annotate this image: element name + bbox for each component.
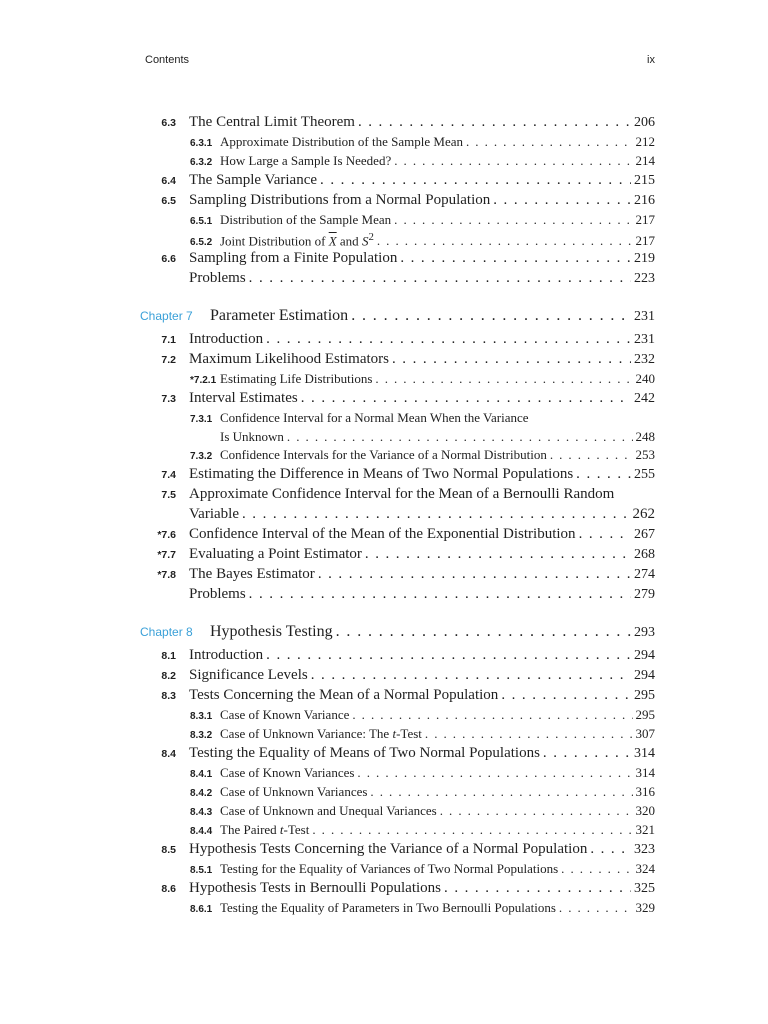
title-part: Case of Unknown Variance: The (220, 726, 393, 741)
dot-leader (287, 429, 633, 445)
section-title: Estimating the Difference in Means of Two Normal Populations (189, 466, 574, 482)
toc-page-number: 240 (635, 371, 655, 386)
dot-leader (543, 745, 631, 762)
toc-page-number: 242 (634, 391, 655, 406)
title-part: and (336, 233, 362, 249)
dot-leader (301, 390, 631, 407)
dot-leader (351, 307, 631, 325)
toc-subsection-entry[interactable] (140, 784, 655, 803)
dot-leader (501, 687, 631, 704)
toc-page-number: 232 (634, 352, 655, 367)
toc-page-number: 329 (635, 900, 655, 915)
chapter-label: Chapter 8 (140, 625, 193, 639)
toc-page-number: 255 (634, 467, 655, 482)
toc-page-number: 279 (634, 587, 655, 602)
toc-section-entry[interactable] (140, 192, 655, 212)
subsection-number-text: 8.3.1 (190, 711, 213, 722)
section-title: Hypothesis Tests Concerning the Variance of a Normal Population (189, 841, 588, 857)
dot-leader (336, 623, 631, 641)
toc-page-number: 231 (634, 309, 655, 324)
section-title: Evaluating a Point Estimator (189, 546, 362, 562)
toc-subsection-entry[interactable] (140, 212, 655, 231)
subsection-number (140, 730, 213, 741)
toc-subsection-entry[interactable] (140, 900, 655, 919)
subsection-number (140, 788, 213, 799)
subsection-title: How Large a Sample Is Needed? (220, 153, 392, 168)
subsection-number-text: 6.5.2 (190, 237, 213, 249)
toc-page-number: 314 (635, 765, 655, 780)
toc-page-number: 323 (634, 842, 655, 857)
toc-page-number: 219 (634, 251, 655, 266)
subsection-title: Distribution of the Sample Mean (220, 212, 392, 227)
toc-page-number: 314 (634, 746, 655, 761)
dot-leader (392, 351, 631, 368)
superscript: 2 (368, 231, 374, 243)
subsection-number-text: 8.4.3 (190, 807, 213, 818)
section-title: Tests Concerning the Mean of a Normal Population (189, 687, 499, 703)
subsection-number (140, 216, 213, 227)
toc-page-number: 295 (634, 688, 655, 703)
toc-problems-entry[interactable] (140, 270, 655, 290)
dot-leader (318, 566, 631, 583)
dot-leader (352, 707, 632, 723)
section-title: Introduction (189, 331, 264, 347)
section-number: *7.7 (157, 549, 176, 561)
toc-section-entry[interactable] (140, 172, 655, 192)
toc-section-entry[interactable] (140, 114, 655, 134)
chapter-label: Chapter 7 (140, 309, 193, 323)
dot-leader (377, 233, 633, 249)
subsection-number-text: *7.2.1 (190, 375, 217, 386)
dot-leader (358, 114, 631, 131)
running-head-title: Contents (145, 54, 190, 66)
section-number: 8.2 (161, 670, 176, 682)
dot-leader (493, 192, 631, 209)
subsection-title: Case of Known Variance (220, 707, 350, 722)
page-number: ix (647, 54, 655, 66)
subsection-title-continued: Is Unknown (220, 429, 284, 444)
subsection-number-text: 8.6.1 (190, 904, 213, 915)
toc-subsection-entry[interactable] (140, 410, 655, 429)
section-number: 6.6 (161, 253, 176, 265)
toc-page-number: 325 (634, 881, 655, 896)
t-symbol: t (279, 822, 284, 837)
toc-section-entry[interactable] (140, 745, 655, 765)
subsection-number (140, 414, 213, 425)
toc-subsection-entry[interactable] (140, 861, 655, 880)
subsection-number (140, 865, 213, 876)
title-part: -Test (283, 822, 310, 837)
toc-section-entry[interactable] (140, 250, 655, 270)
subsection-number (140, 711, 213, 722)
subsection-title: Confidence Interval for a Normal Mean When the Variance (220, 410, 529, 425)
toc-section-entry[interactable] (140, 647, 655, 667)
toc-subsection-entry[interactable] (140, 447, 655, 466)
section-title-continued: Variable (189, 506, 239, 522)
section-title: Approximate Confidence Interval for the Mean of a Bernoulli Random (189, 486, 615, 502)
section-title: Introduction (189, 647, 264, 663)
section-number: 8.1 (161, 650, 176, 662)
section-number: 7.3 (161, 393, 176, 405)
toc-section-entry[interactable] (140, 687, 655, 707)
title-part: Joint Distribution of (220, 233, 329, 249)
section-number: 8.5 (161, 844, 176, 856)
subsection-number-text: 6.3.2 (190, 157, 213, 168)
subsection-number (140, 157, 213, 168)
section-number: 6.5 (161, 195, 176, 207)
problems-title: Problems (189, 270, 246, 286)
dot-leader (311, 667, 631, 684)
toc-subsection-continuation[interactable] (140, 429, 655, 447)
toc-subsection-entry[interactable] (140, 822, 655, 841)
subsection-number (140, 826, 213, 837)
toc-subsection-entry[interactable] (140, 726, 655, 745)
section-title: Testing the Equality of Means of Two Normal Populations (189, 745, 540, 761)
toc-page-number: 262 (632, 506, 655, 522)
section-title: Sampling from a Finite Population (189, 250, 398, 266)
subsection-number (140, 237, 213, 249)
toc-problems-entry[interactable] (140, 586, 655, 606)
section-title: Sampling Distributions from a Normal Population (189, 192, 491, 208)
subsection-number-text: 6.5.1 (190, 216, 213, 227)
section-title: The Bayes Estimator (189, 566, 315, 582)
toc-section-entry[interactable] (140, 566, 655, 586)
dot-leader (444, 880, 631, 897)
toc-page-number: 307 (635, 726, 655, 741)
subsection-number-text: 7.3.2 (190, 451, 213, 462)
subsection-title: Testing for the Equality of Variances of Two Normal Populations (220, 861, 559, 876)
subsection-title: Confidence Intervals for the Variance of a Normal Distribution (220, 447, 547, 462)
section-number: 7.4 (161, 469, 176, 481)
dot-leader (249, 586, 631, 603)
toc-page-number: 217 (635, 212, 655, 227)
dot-leader (576, 466, 631, 483)
chapter-title: Parameter Estimation (210, 307, 349, 324)
toc-page-number: 293 (634, 625, 655, 640)
section-number: 6.3 (161, 117, 176, 129)
dot-leader (320, 172, 631, 189)
dot-leader (550, 447, 633, 463)
toc-section-entry[interactable] (140, 880, 655, 900)
title-part: The Paired (220, 822, 280, 837)
toc-subsection-entry[interactable] (140, 231, 655, 250)
toc-page-number: 320 (635, 803, 655, 818)
subsection-title: Case of Unknown Variances (220, 784, 368, 799)
chapter-title: Hypothesis Testing (210, 623, 333, 640)
toc-chapter-entry[interactable] (140, 307, 655, 331)
subsection-number-text: 8.4.2 (190, 788, 213, 799)
section-number: 7.1 (161, 334, 176, 346)
dot-leader (400, 250, 631, 267)
toc-page-number: 316 (635, 784, 655, 799)
toc-subsection-entry[interactable] (140, 134, 655, 153)
section-title: Hypothesis Tests in Bernoulli Populations (189, 880, 442, 896)
dot-leader (561, 861, 632, 877)
dot-leader (559, 900, 633, 916)
dot-leader (579, 526, 631, 543)
toc-page-number: 248 (635, 429, 655, 444)
subsection-number-text: 8.3.2 (190, 730, 213, 741)
dot-leader (266, 647, 631, 664)
dot-leader (242, 506, 630, 523)
section-title: Maximum Likelihood Estimators (189, 351, 389, 367)
subsection-number-text: 7.3.1 (190, 414, 213, 425)
toc-page-number: 216 (634, 193, 655, 208)
toc-page-number: 217 (635, 233, 655, 249)
toc-subsection-entry[interactable] (140, 371, 655, 390)
toc-page-number: 268 (634, 547, 655, 562)
subsection-number (140, 451, 213, 462)
dot-leader (590, 841, 631, 858)
subsection-number (140, 904, 213, 915)
dot-leader (365, 546, 631, 563)
section-number: *7.6 (157, 529, 176, 541)
dot-leader (466, 134, 633, 150)
toc-section-entry[interactable] (140, 486, 655, 506)
section-number: 8.4 (161, 748, 176, 760)
toc-page-number: 267 (634, 527, 655, 542)
dot-leader (249, 270, 631, 287)
toc-page-number: 253 (635, 447, 655, 462)
toc-section-entry[interactable] (140, 667, 655, 687)
toc-page-number: 215 (634, 173, 655, 188)
dot-leader (266, 331, 631, 348)
x-bar-symbol: $\overline{X}$ (328, 233, 337, 249)
section-number: *7.8 (157, 569, 176, 581)
toc-page-number: 274 (634, 567, 655, 582)
toc-page-number: 294 (634, 668, 655, 683)
toc-section-entry[interactable] (140, 526, 655, 546)
toc-subsection-entry[interactable] (140, 803, 655, 822)
s-symbol: S (361, 233, 369, 249)
subsection-number-text: 8.5.1 (190, 865, 213, 876)
problems-title: Problems (189, 586, 246, 602)
dot-leader (375, 371, 632, 387)
toc-section-entry[interactable] (140, 841, 655, 861)
toc-page-number: 206 (634, 115, 655, 130)
subsection-title: Case of Unknown and Unequal Variances (220, 803, 437, 818)
section-title: Interval Estimates (189, 390, 298, 406)
subsection-title (220, 231, 374, 249)
subsection-number (140, 769, 213, 780)
dot-leader (312, 822, 632, 838)
table-of-contents (140, 114, 655, 919)
section-number: 8.3 (161, 690, 176, 702)
toc-section-entry[interactable] (140, 390, 655, 410)
toc-section-entry[interactable] (140, 351, 655, 371)
toc-section-continuation[interactable] (140, 506, 655, 526)
subsection-title: Case of Known Variances (220, 765, 355, 780)
t-symbol: t (392, 726, 397, 741)
subsection-number-text: 6.3.1 (190, 138, 213, 149)
subsection-title (220, 822, 309, 838)
section-number: 6.4 (161, 175, 176, 187)
subsection-number (140, 138, 213, 149)
toc-page-number: 214 (635, 153, 655, 168)
toc-chapter-entry[interactable] (140, 623, 655, 647)
subsection-number-text: 8.4.1 (190, 769, 213, 780)
dot-leader (425, 726, 633, 742)
title-part: -Test (396, 726, 422, 741)
subsection-title: Testing the Equality of Parameters in Two Bernoulli Populations (220, 900, 556, 915)
toc-section-entry[interactable] (140, 331, 655, 351)
toc-page-number: 231 (634, 332, 655, 347)
toc-page-number: 294 (634, 648, 655, 663)
section-number: 7.2 (161, 354, 176, 366)
dot-leader (394, 153, 632, 169)
toc-section-entry[interactable] (140, 466, 655, 486)
subsection-title: Approximate Distribution of the Sample Mean (220, 134, 463, 149)
dot-leader (370, 784, 632, 800)
subsection-title: Estimating Life Distributions (220, 371, 373, 386)
section-title: The Central Limit Theorem (189, 114, 355, 130)
toc-page-number: 324 (635, 861, 655, 876)
subsection-number (140, 807, 213, 818)
toc-subsection-entry[interactable] (140, 707, 655, 726)
subsection-title (220, 726, 422, 742)
subsection-number (140, 375, 217, 386)
toc-subsection-entry[interactable] (140, 765, 655, 784)
running-head (145, 52, 655, 68)
section-number: 7.5 (161, 489, 176, 501)
dot-leader (357, 765, 632, 781)
toc-page-number: 223 (634, 271, 655, 286)
toc-page-number: 295 (635, 707, 655, 722)
dot-leader (394, 212, 632, 228)
section-title: Significance Levels (189, 667, 308, 683)
section-number: 8.6 (161, 883, 176, 895)
toc-page-number: 212 (635, 134, 655, 149)
toc-page-number: 321 (635, 822, 655, 837)
subsection-number-text: 8.4.4 (190, 826, 213, 837)
dot-leader (440, 803, 633, 819)
section-title: Confidence Interval of the Mean of the Exponential Distribution (189, 526, 576, 542)
section-title: The Sample Variance (189, 172, 318, 188)
toc-section-entry[interactable] (140, 546, 655, 566)
toc-subsection-entry[interactable] (140, 153, 655, 172)
